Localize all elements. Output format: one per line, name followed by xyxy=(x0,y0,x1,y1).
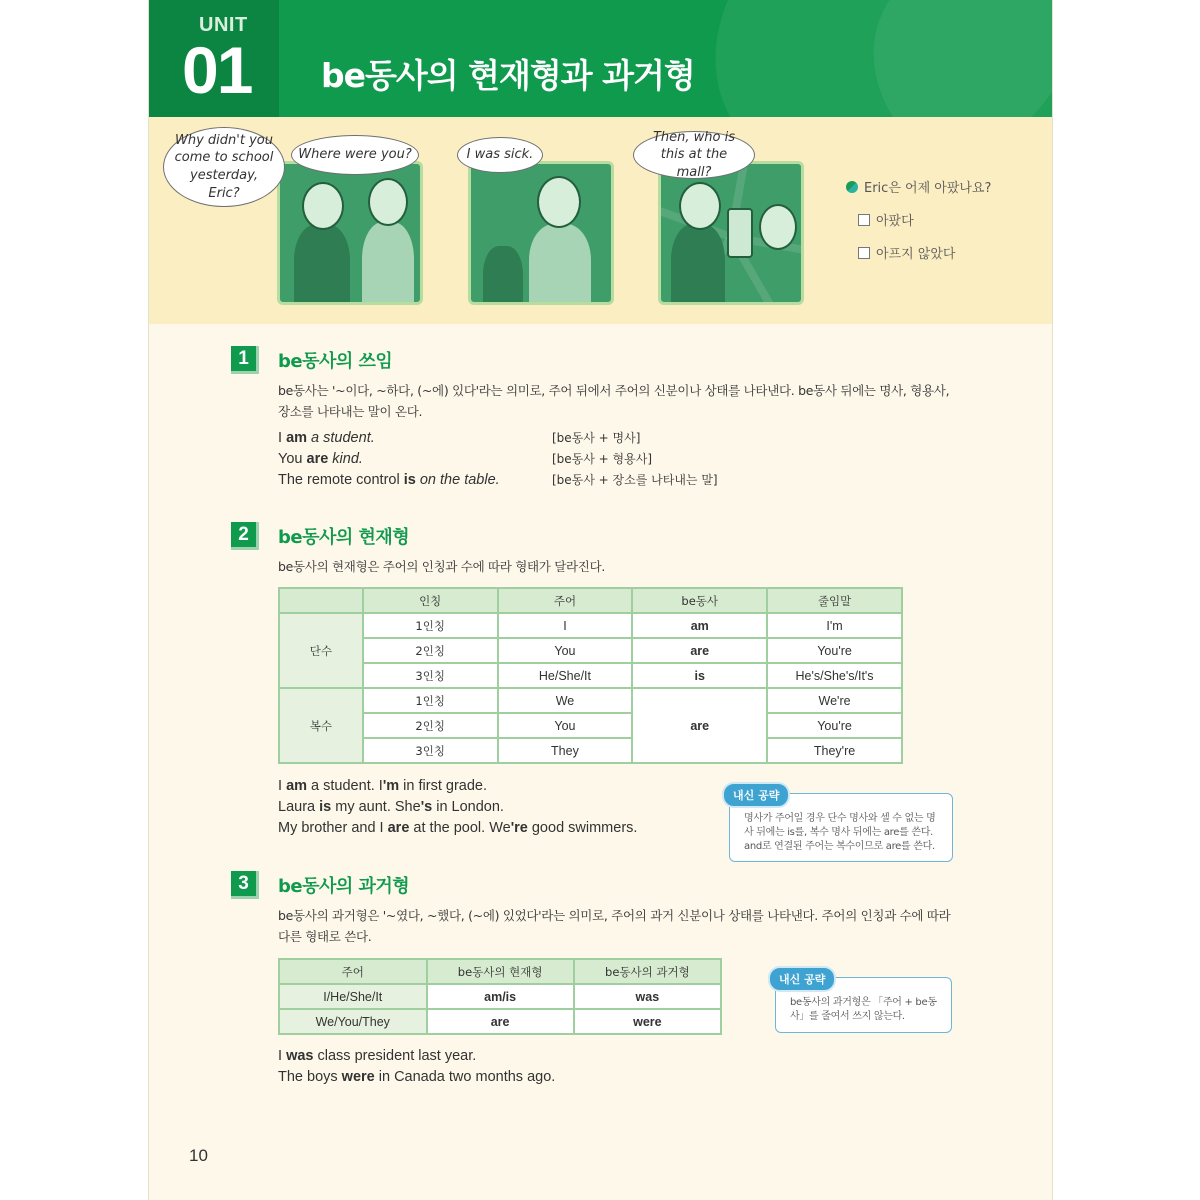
section-description: be동사의 현재형은 주어의 인칭과 수에 따라 형태가 달라진다. xyxy=(278,559,606,574)
example-list xyxy=(278,776,637,839)
speech-text: I was sick. xyxy=(466,147,534,163)
table-row xyxy=(279,738,902,763)
section-title: be동사의 쓰임 xyxy=(278,351,393,372)
text: The remote control xyxy=(278,472,404,488)
text: Laura xyxy=(278,799,320,815)
grammar-note: [be동사 + 명사] xyxy=(552,431,641,445)
table-cell: He's/She's/It's xyxy=(767,663,902,688)
table-cell: am/is xyxy=(427,984,574,1009)
table-cell: are xyxy=(632,688,767,763)
table-cell: You're xyxy=(767,638,902,663)
table-cell: You xyxy=(498,638,633,663)
present-tense-table xyxy=(278,587,903,764)
table-row xyxy=(279,984,721,1009)
text: I xyxy=(278,778,287,794)
section-number: 2 xyxy=(231,522,256,547)
unit-number: 01 xyxy=(182,33,252,107)
verb: are xyxy=(387,820,410,836)
speech-bubble xyxy=(633,131,755,179)
table-cell: was xyxy=(574,984,721,1009)
table-cell: They're xyxy=(767,738,902,763)
section-title: be동사의 현재형 xyxy=(278,527,410,548)
verb: is xyxy=(319,799,332,815)
text: I xyxy=(278,430,287,446)
table-cell: are xyxy=(427,1009,574,1034)
example-sentence xyxy=(278,797,637,818)
table-header-cell: 주어 xyxy=(279,959,427,984)
speech-bubble xyxy=(291,135,419,175)
example-notes xyxy=(552,428,718,491)
text: a student. xyxy=(307,430,375,446)
table-row xyxy=(279,688,902,713)
text: in first grade. xyxy=(399,778,487,794)
page-number: 10 xyxy=(189,1146,208,1165)
table-cell: He/She/It xyxy=(498,663,633,688)
table-cell: are xyxy=(632,638,767,663)
verb: 're xyxy=(510,820,528,836)
table-cell: 2인칭 xyxy=(363,713,498,738)
table-cell: We/You/They xyxy=(279,1009,427,1034)
checkbox[interactable] xyxy=(858,247,870,259)
example-sentence xyxy=(278,1046,555,1067)
section-title: be동사의 과거형 xyxy=(278,876,410,897)
table-cell: am xyxy=(632,613,767,638)
checkbox[interactable] xyxy=(858,214,870,226)
girl-figure xyxy=(671,224,725,305)
example-list xyxy=(278,428,500,491)
verb: 'm xyxy=(382,778,400,794)
table-header-cell: be동사의 현재형 xyxy=(427,959,574,984)
table-row xyxy=(279,713,902,738)
text: You xyxy=(278,451,307,467)
girl-head xyxy=(302,182,344,230)
boy-figure xyxy=(362,222,414,305)
description-line: 장소를 나타내는 말이 온다. xyxy=(278,404,423,419)
phone-icon xyxy=(727,208,753,258)
quiz-option-label: 아팠다 xyxy=(876,214,914,229)
table-cell: You're xyxy=(767,713,902,738)
quiz-option[interactable] xyxy=(858,210,991,229)
verb: am xyxy=(286,430,308,446)
table-cell: We're xyxy=(767,688,902,713)
tip-tag: 내신 공략 xyxy=(768,966,836,992)
section-number: 1 xyxy=(231,346,256,371)
table-header-row xyxy=(279,588,902,613)
verb: am xyxy=(286,778,308,794)
table-cell: 3인칭 xyxy=(363,738,498,763)
unit-label: UNIT xyxy=(199,14,248,36)
example-sentence xyxy=(278,776,637,797)
quiz-option[interactable] xyxy=(858,243,991,262)
text: in London. xyxy=(432,799,504,815)
text: at the pool. We xyxy=(409,820,511,836)
comprehension-quiz xyxy=(846,177,991,262)
table-cell: I xyxy=(498,613,633,638)
quiz-option-label: 아프지 않았다 xyxy=(876,247,956,262)
group-cell: 단수 xyxy=(279,613,363,688)
speech-text: Then, who is this at the mall? xyxy=(652,129,736,180)
tip-text: 명사가 주어일 경우 단수 명사와 셀 수 없는 명사 뒤에는 is를, 복수 명사 뒤에는 are를 쓴다. and로 연결된 주어는 복수이므로 are를 쓴다. xyxy=(744,813,936,852)
table-header-cell: 주어 xyxy=(498,588,633,613)
girl-head xyxy=(679,182,721,230)
text: I xyxy=(278,1048,287,1064)
unit-badge xyxy=(149,0,279,117)
table-header-row xyxy=(279,959,721,984)
verb: is xyxy=(403,472,416,488)
boy-figure xyxy=(529,224,591,305)
cartoon-band xyxy=(149,117,1053,324)
example-list xyxy=(278,1046,555,1088)
table-cell: were xyxy=(574,1009,721,1034)
example-sentence xyxy=(278,818,637,839)
text: in Canada two months ago. xyxy=(374,1069,556,1085)
exam-tip-box xyxy=(729,789,953,862)
girl-figure xyxy=(294,224,350,305)
comic-panel-1 xyxy=(277,161,423,305)
section-description xyxy=(278,380,949,422)
table-cell: 2인칭 xyxy=(363,638,498,663)
comic-panel-2 xyxy=(468,161,614,305)
past-tense-table xyxy=(278,958,722,1035)
section-number: 3 xyxy=(231,871,256,896)
text: The boys xyxy=(278,1069,342,1085)
verb: are xyxy=(306,451,329,467)
table-row xyxy=(279,663,902,688)
table-cell: 3인칭 xyxy=(363,663,498,688)
quiz-question xyxy=(846,177,991,196)
table-cell: is xyxy=(632,663,767,688)
verb: was xyxy=(286,1048,314,1064)
table-header-cell: 인칭 xyxy=(363,588,498,613)
description-line: 다른 형태로 쓴다. xyxy=(278,929,372,944)
boy-head xyxy=(537,176,581,228)
speech-text: Why didn't you come to school yesterday, Eric? xyxy=(174,132,274,201)
example-sentence xyxy=(278,1067,555,1088)
quiz-question-text: Eric은 어제 아팠나요? xyxy=(864,181,992,196)
table-header-cell: be동사의 과거형 xyxy=(574,959,721,984)
textbook-page xyxy=(148,0,1053,1200)
page-title: be동사의 현재형과 과거형 xyxy=(321,56,695,95)
text: good swimmers. xyxy=(527,820,638,836)
table-cell: You xyxy=(498,713,633,738)
table-cell: They xyxy=(498,738,633,763)
table-header-cell xyxy=(279,588,363,613)
speech-text: Where were you? xyxy=(298,147,412,163)
comic-panel-3 xyxy=(658,161,804,305)
table-cell: I'm xyxy=(767,613,902,638)
unit-header xyxy=(149,0,1053,117)
verb: 's xyxy=(420,799,433,815)
text: on the table. xyxy=(415,472,500,488)
tip-tag: 내신 공략 xyxy=(722,782,790,808)
text: My brother and I xyxy=(278,820,388,836)
table-header-cell: 줄임말 xyxy=(767,588,902,613)
exam-tip-box xyxy=(775,973,952,1033)
table-cell: 1인칭 xyxy=(363,688,498,713)
description-line: be동사는 '~이다, ~하다, (~에) 있다'라는 의미로, 주어 뒤에서 주어의 신분이나 상태를 나타낸다. be동사 뒤에는 명사, 형용사, xyxy=(278,383,950,398)
tip-text: be동사의 과거형은 「주어 + be동사」를 줄여서 쓰지 않는다. xyxy=(790,997,937,1022)
speech-bubble xyxy=(457,137,543,173)
grammar-note: [be동사 + 형용사] xyxy=(552,452,653,466)
table-row xyxy=(279,1009,721,1034)
group-cell: 복수 xyxy=(279,688,363,763)
boy-head xyxy=(759,204,797,250)
table-row xyxy=(279,613,902,638)
table-row xyxy=(279,638,902,663)
description-line: be동사의 과거형은 '~였다, ~했다, (~에) 있었다'라는 의미로, 주어의 과거 신분이나 상태를 나타낸다. 주어의 인칭과 수에 따라 xyxy=(278,908,951,923)
section-description xyxy=(278,905,950,947)
speech-bubble xyxy=(163,127,285,207)
example-sentence xyxy=(278,470,500,491)
table-cell: We xyxy=(498,688,633,713)
example-sentence xyxy=(278,449,500,470)
verb: were xyxy=(341,1069,375,1085)
girl-back-figure xyxy=(483,246,523,305)
text: a student. I xyxy=(307,778,383,794)
example-sentence xyxy=(278,428,500,449)
grammar-note: [be동사 + 장소를 나타내는 말] xyxy=(552,473,718,487)
bullet-icon xyxy=(846,181,858,193)
text: class president last year. xyxy=(313,1048,477,1064)
table-header-cell: be동사 xyxy=(632,588,767,613)
table-cell: I/He/She/It xyxy=(279,984,427,1009)
text: my aunt. She xyxy=(331,799,421,815)
text: kind. xyxy=(328,451,363,467)
table-cell: 1인칭 xyxy=(363,613,498,638)
boy-head xyxy=(368,178,408,226)
